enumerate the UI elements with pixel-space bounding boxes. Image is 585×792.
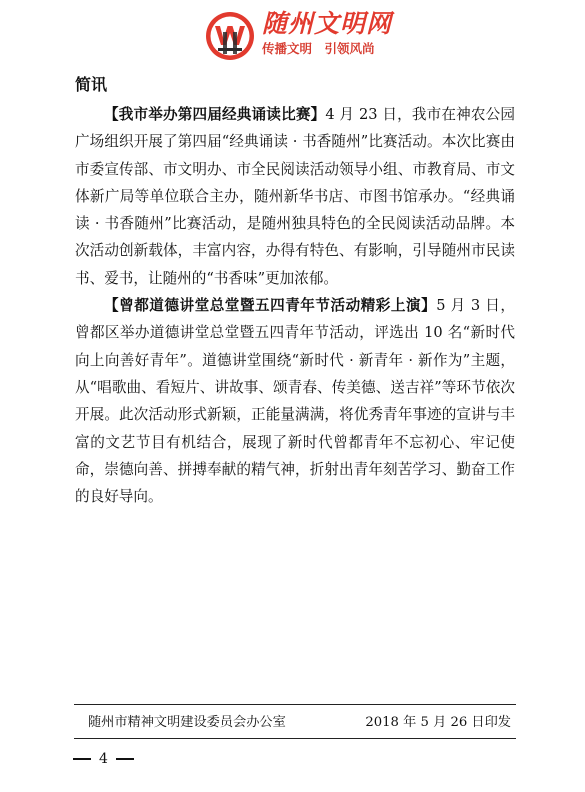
site-name: 随州文明网 <box>262 9 393 38</box>
footer-date: 2018 年 5 月 26 日印发 <box>365 715 511 730</box>
footer-bottom-rule <box>74 738 516 739</box>
dash-right <box>116 758 134 759</box>
news-item <box>75 101 515 292</box>
news-body <box>75 101 515 510</box>
site-slogan: 传播文明 引领风尚 <box>262 41 375 56</box>
dash-left <box>73 758 91 759</box>
section-heading: 简讯 <box>75 75 108 94</box>
news-title: 【我市举办第四届经典诵读比赛】 <box>104 106 326 123</box>
wm-circle-logo-icon <box>204 10 256 62</box>
news-title: 【曾都道德讲堂总堂暨五四青年节活动精彩上演】 <box>104 297 437 315</box>
footer-issuer: 随州市精神文明建设委员会办公室 <box>88 715 286 730</box>
logo-text <box>262 10 392 58</box>
news-text: 5 月 3 日，曾都区举办道德讲堂总堂暨五四青年节活动，评选出 10 名“新时代向上向善好青年”。道德讲堂围绕“新时代 · 新青年 · 新作为”主题，从“唱歌曲、看短片、讲故事、颂青春、传美德、送吉祥”等环节依次开展。此次活动形式新颖，正能量满满，将优秀青年事迹的宣讲与丰富的文艺节目有机结合，展现了新时代曾都青年不忘初心、牢记使命，崇德向善、拼搏奉献的精气神，折射出青年刻苦学习、勤奋工作的良好导向。 <box>75 297 515 506</box>
news-item <box>75 292 515 510</box>
page-number <box>73 749 134 769</box>
page-number-value: 4 <box>99 751 108 767</box>
footer-top-rule <box>74 704 516 705</box>
news-text: 4 月 23 日，我市在神农公园广场组织开展了第四届“经典诵读 · 书香随州”比赛活动。本次比赛由市委宣传部、市文明办、市全民阅读活动领导小组、市教育局、市文体新广局等单位联合主办，随州新华书店、市图书馆承办。“经典诵读 · 书香随州”比赛活动，是随州独具特色的全民阅读活动品牌。本次活动创新载体，丰富内容，办得有特色、有影响，引导随州市民读书、爱书，让随州的“书香味”更加浓郁。 <box>75 106 515 287</box>
site-logo <box>204 10 424 62</box>
